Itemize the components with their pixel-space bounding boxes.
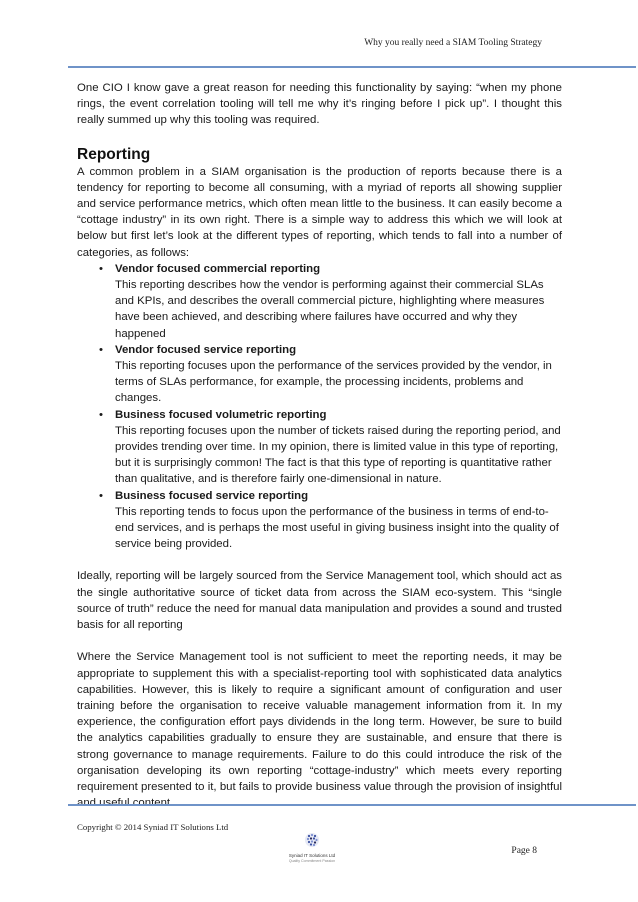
list-item-term: Business focused service reporting <box>115 489 309 502</box>
company-logo <box>284 832 340 864</box>
bullet-icon: • <box>99 343 103 356</box>
bullet-icon: • <box>99 262 103 275</box>
single-source-paragraph: Ideally, reporting will be largely sourced from the Service Management tool, which should act as the single authoritative source of ticket data from across the SIAM eco-system. This “single source of truth” reduce the need for manual data manipulation and provides a sound and trusted basis for all reporting <box>77 570 562 632</box>
list-item-term: Vendor focused service reporting <box>115 343 297 356</box>
reporting-paragraph: A common problem in a SIAM organisation is the production of reports because there is a tendency for reporting to become all consuming, with a myriad of reports all showing supplier and service performance metrics, which often mean little to the business. It can easily become a “cottage industry” in its own right. There is a simple way to address this which we will look at below but first let’s look at the different types of reporting, which tends to fall into a number of categories, as follows: <box>77 165 562 259</box>
list-item-description: This reporting focuses upon the performance of the services provided by the vendor, in terms of SLAs performance, for example, the processing incidents, problems and changes. <box>115 360 552 405</box>
header-rule <box>68 66 636 68</box>
list-item-term: Vendor focused commercial reporting <box>115 262 321 275</box>
list-item <box>99 488 562 553</box>
spacer <box>77 129 562 145</box>
list-item-term: Business focused volumetric reporting <box>115 408 327 421</box>
logo-tagline: Quality Commitment Passion <box>288 859 336 863</box>
spacer <box>77 633 562 649</box>
list-item <box>99 407 562 488</box>
reporting-types-list <box>77 261 562 553</box>
copyright-notice: Copyright © 2014 Syniad IT Solutions Ltd <box>77 822 229 832</box>
list-item <box>99 342 562 407</box>
footer-rule <box>68 804 636 806</box>
intro-paragraph: One CIO I know gave a great reason for needing this functionality by saying: “when my phone rings, the event correlation tooling will tell me why it’s ringing before I pick up”. I thought this really summed up why this tooling was required. <box>77 82 562 127</box>
running-header: Why you really need a SIAM Tooling Strategy <box>364 38 542 48</box>
globe-logo-icon <box>304 832 320 848</box>
logo-company-name: Syniad IT Solutions Ltd <box>288 853 336 858</box>
list-item-description: This reporting focuses upon the number of tickets raised during the reporting period, and provides trending over time. In my opinion, there is limited value in this type of reporting, but it is surprisingly common! The fact is that this type of reporting is quantitative rather than qualitative, and is therefore fairly one-dimensional in nature. <box>115 424 561 486</box>
bullet-icon: • <box>99 489 103 502</box>
list-item-description: This reporting describes how the vendor is performing against their commercial SLAs and KPIs, and describes the overall commercial picture, highlighting where measures have been achieved, and describing where failures have occurred and why they happened <box>115 279 545 340</box>
analytics-paragraph: Where the Service Management tool is not sufficient to meet the reporting needs, it may be appropriate to supplement this with a specialist-reporting tool with sophisticated data analytics capabilities. However, this is likely to require a significant amount of configuration and user training before the organisation to receive valuable management information from it. In my experience, the configuration effort pays dividends in the long term. However, be sure to build the analytics capabilities gradually to ensure they are sustainable, and ensure that there is strong governance to manage requirements. Failure to do this could introduce the risk of the organisation developing its own reporting “cottage-industry” which meets every reporting requirement presented to it, but fails to provide business value through the provision of insightful and useful content. <box>77 651 562 810</box>
body-text <box>77 80 562 811</box>
section-heading-reporting: Reporting <box>77 145 151 163</box>
list-item <box>99 261 562 342</box>
bullet-icon: • <box>99 408 103 421</box>
spacer <box>77 552 562 568</box>
list-item-description: This reporting tends to focus upon the performance of the business in terms of end-to-end services, and is perhaps the most useful in giving business insight into the quality of service being provided. <box>115 505 559 551</box>
page-number: Page 8 <box>511 846 537 856</box>
